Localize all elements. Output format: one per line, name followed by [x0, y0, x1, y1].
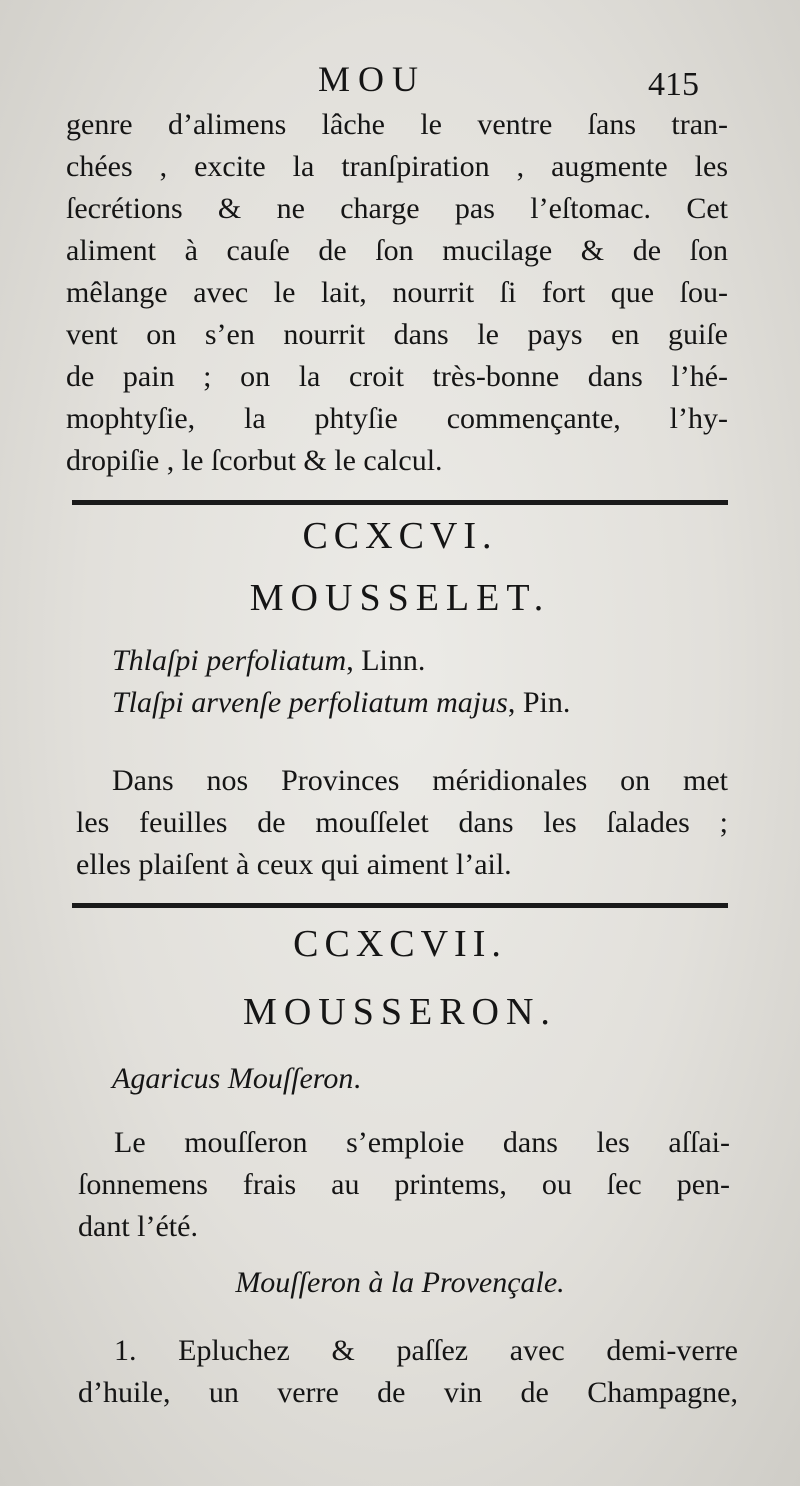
recipe-title: Mouſſeron à la Provençale. [235, 1266, 565, 1299]
synonym-name: Agaricus Mouſſeron [112, 1062, 354, 1095]
text-line: d’huile, un verre de vin de Champagne, [78, 1376, 738, 1409]
latin-synonym [112, 642, 425, 680]
section-divider [72, 500, 728, 505]
text-line: vent on s’en nourrit dans le pays en guiſe [66, 318, 728, 351]
text-line: Le mouſſeron s’emploie dans les aſſai- [114, 1126, 730, 1159]
text-line: dropiſie , le ſcorbut & le calcul. [66, 444, 443, 477]
latin-synonym [112, 1060, 361, 1098]
section-text [76, 760, 728, 886]
text-line: ſonnemens frais au printems, ou ſec pen- [78, 1168, 730, 1201]
section-divider [72, 903, 728, 908]
section-number: CCXCVII. [293, 923, 507, 965]
running-head-word: MOU [318, 59, 427, 99]
text-line: Dans nos Provinces méridionales on met [112, 764, 728, 797]
text-line: mêlange avec le lait, nourrit ſi fort que ſou- [66, 276, 728, 309]
first-paragraph [66, 104, 728, 482]
text-line: elles plaiſent à ceux qui aiment l’ail. [76, 848, 512, 881]
page-number: 415 [648, 66, 699, 103]
synonym-authority: , Pin. [507, 686, 571, 719]
synonym-name: Tlaſpi arvenſe perfoliatum majus [112, 686, 508, 719]
section-title: MOUSSELET. [249, 577, 551, 619]
text-line: mophtyſie, la phtyſie commençante, l’hy- [66, 402, 728, 435]
text-line: de pain ; on la croit très-bonne dans l’hé- [66, 360, 728, 393]
text-line: chées , excite la tranſpiration , augmente les [66, 150, 728, 183]
latin-synonym [112, 684, 570, 722]
section-number: CCXCVI. [302, 515, 498, 557]
synonym-authority: , Linn. [346, 644, 426, 677]
text-line: dant l’été. [78, 1210, 198, 1243]
running-head [0, 56, 800, 106]
text-line: les feuilles de mouſſelet dans les ſalades ; [76, 806, 728, 839]
text-line: 1. Epluchez & paſſez avec demi-verre [114, 1334, 738, 1367]
text-line: aliment à cauſe de ſon mucilage & de ſon [66, 234, 728, 267]
section-text [78, 1122, 730, 1248]
synonym-authority: . [353, 1062, 361, 1095]
text-line: genre d’alimens lâche le ventre ſans tran- [66, 108, 728, 141]
text-line: ſecrétions & ne charge pas l’eſtomac. Cet [66, 192, 728, 225]
synonym-name: Thlaſpi perfoliatum [112, 644, 347, 677]
recipe-text [78, 1330, 738, 1414]
section-title: MOUSSERON. [243, 991, 557, 1033]
